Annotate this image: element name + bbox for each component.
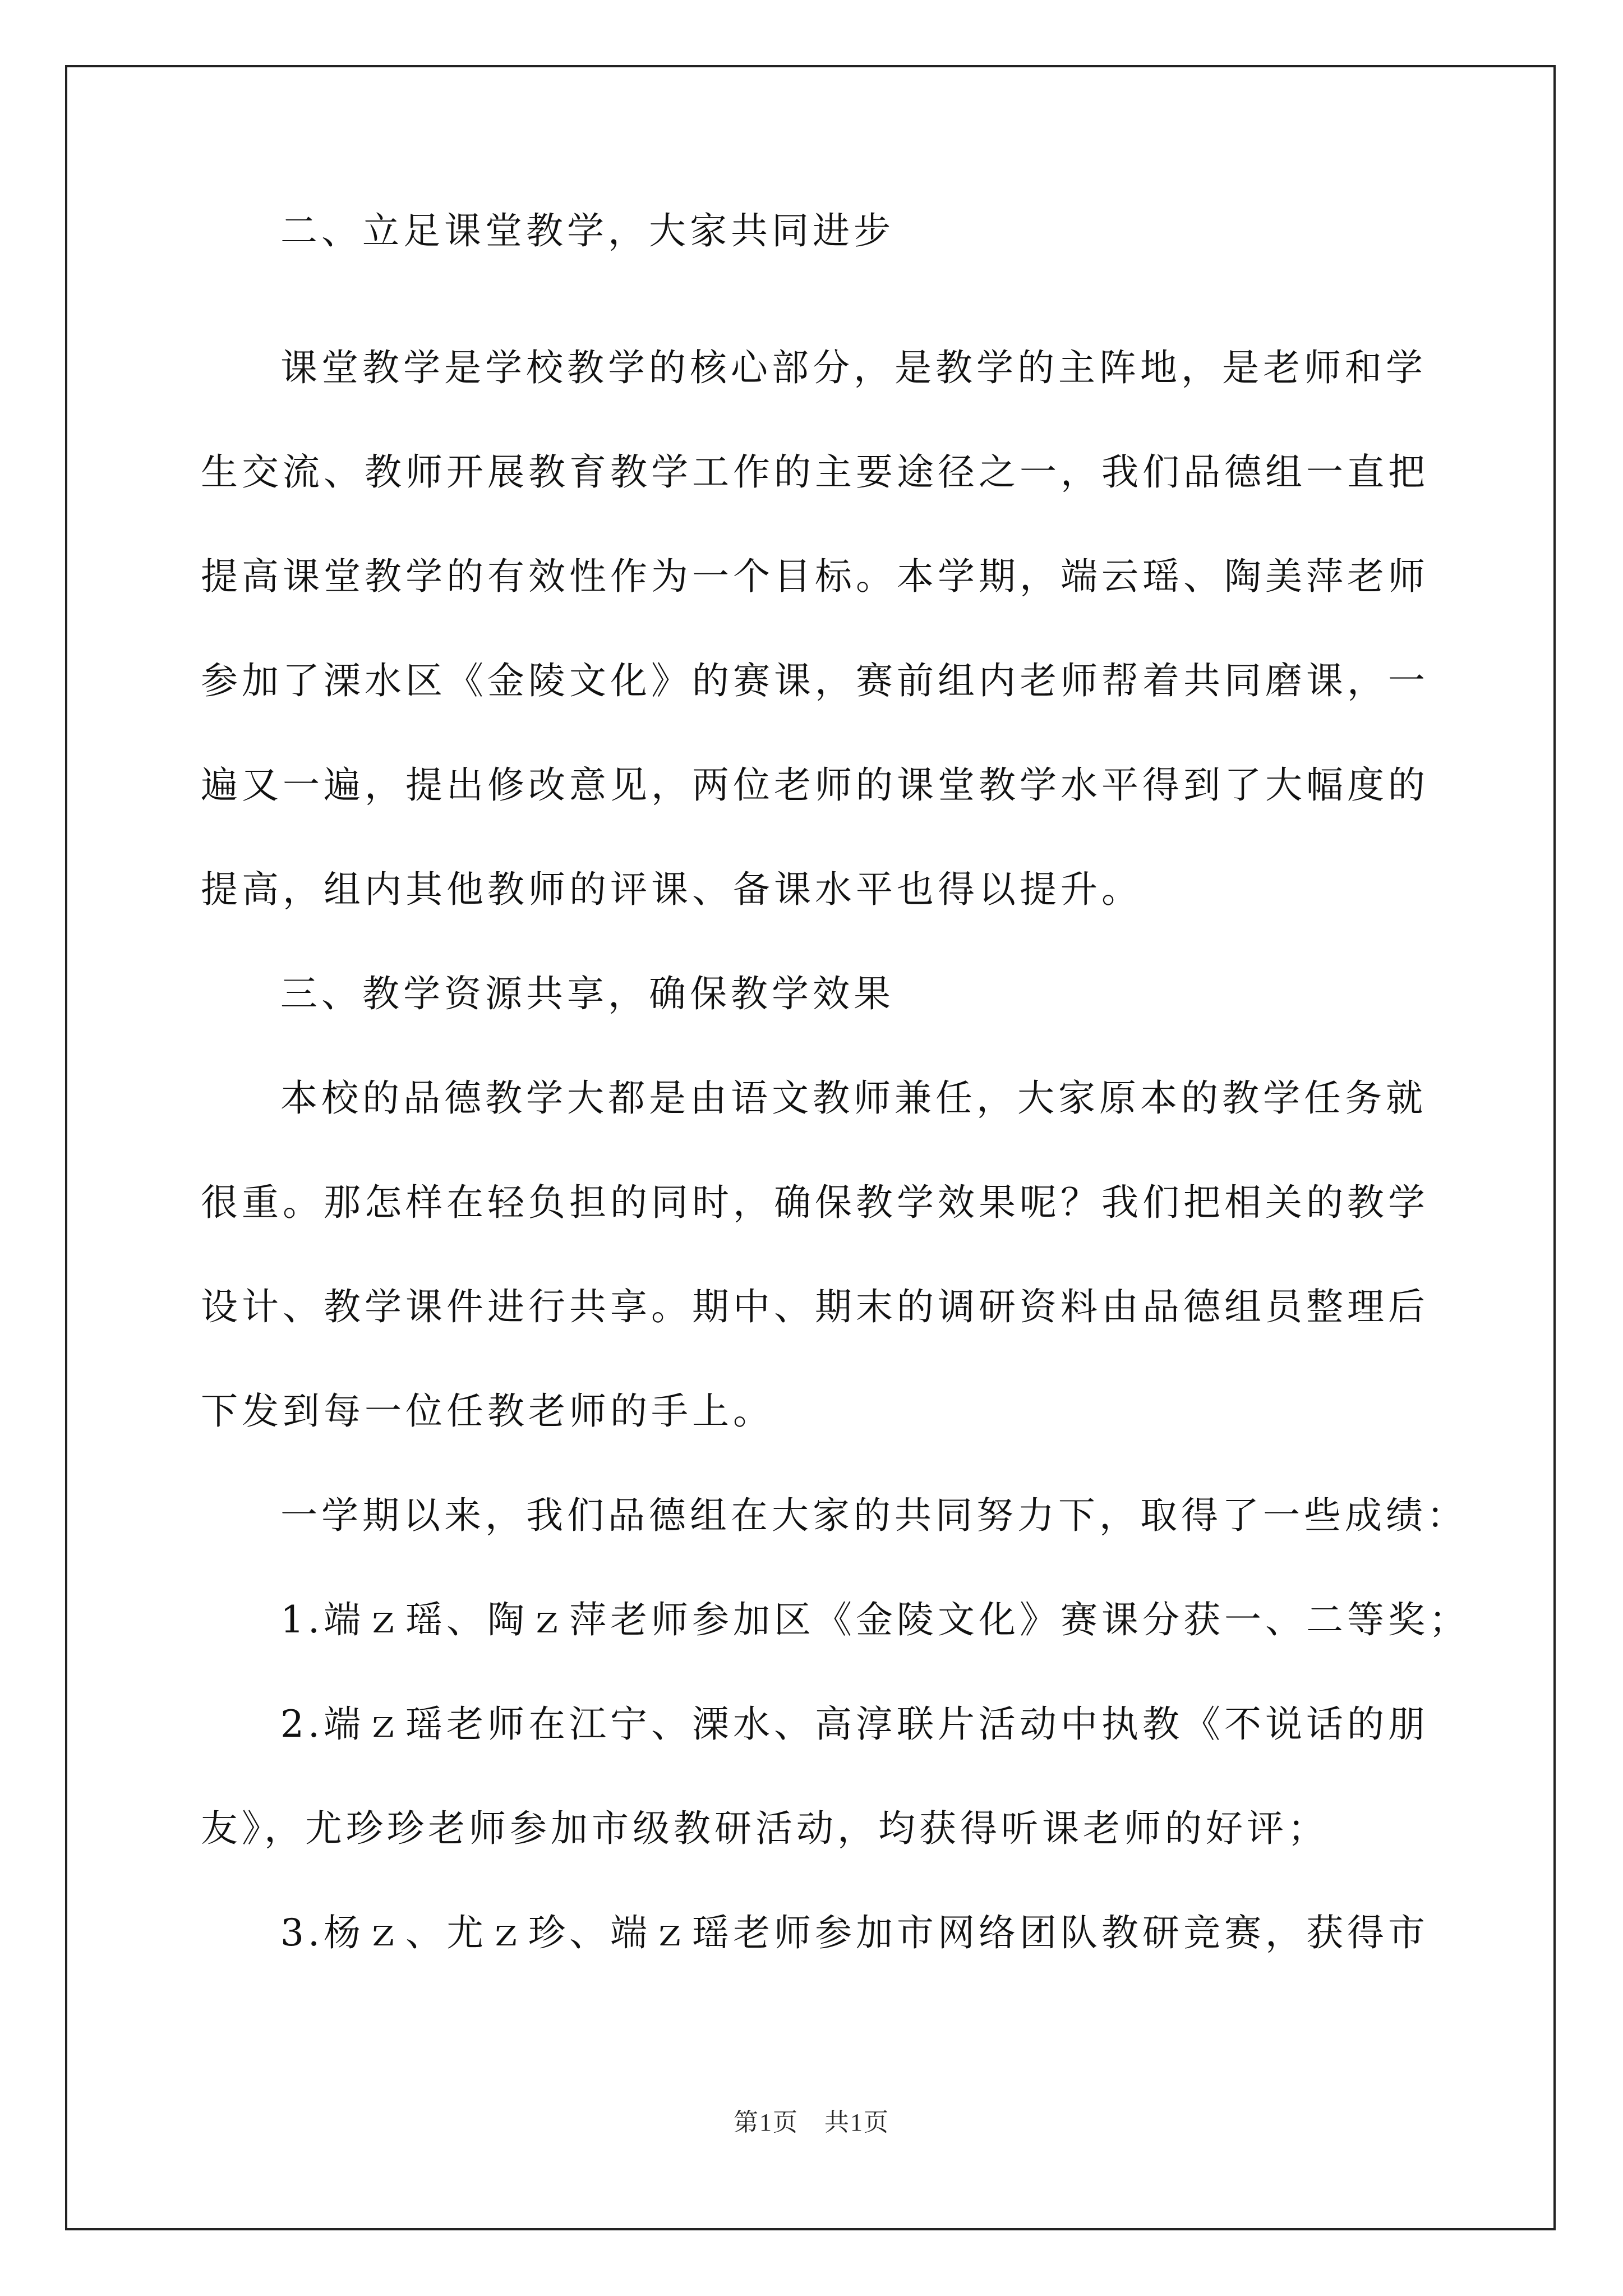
paragraph-line: 下发到每一位任教老师的手上。: [201, 1389, 774, 1433]
paragraph-line: 参加了溧水区《金陵文化》的赛课，赛前组内老师帮着共同磨课，一: [201, 659, 1429, 702]
paragraph-line: 提高，组内其他教师的评课、备课水平也得以提升。: [201, 868, 1142, 911]
list-item-3: 3.杨ｚ、尤ｚ珍、端ｚ瑶老师参加市网络团队教研竞赛，获得市: [280, 1911, 1429, 1954]
list-item-1: 1.端ｚ瑶、陶ｚ萍老师参加区《金陵文化》赛课分获一、二等奖；: [280, 1598, 1470, 1641]
paragraph-line: 提高课堂教学的有效性作为一个目标。本学期，端云瑶、陶美萍老师: [201, 555, 1429, 598]
paragraph-line: 本校的品德教学大都是由语文教师兼任，大家原本的教学任务就: [280, 1076, 1427, 1120]
list-item-2: 2.端ｚ瑶老师在江宁、溧水、高淳联片活动中执教《不说话的朋: [280, 1703, 1429, 1746]
paragraph-line: 遍又一遍，提出修改意见，两位老师的课堂教学水平得到了大幅度的: [201, 763, 1429, 807]
paragraph-line: 一学期以来，我们品德组在大家的共同努力下，取得了一些成绩：: [280, 1494, 1468, 1537]
paragraph-line: 课堂教学是学校教学的核心部分，是教学的主阵地，是老师和学: [280, 346, 1427, 389]
page-number: 第1页 共1页: [734, 2109, 889, 2136]
paragraph-line: 很重。那怎样在轻负担的同时，确保教学效果呢？我们把相关的教学: [201, 1181, 1429, 1224]
section-heading-3: 三、教学资源共享，确保教学效果: [280, 972, 895, 1015]
paragraph-line: 友》，尤珍珍老师参加市级教研活动，均获得听课老师的好评；: [201, 1807, 1329, 1850]
section-heading-2: 二、立足课堂教学，大家共同进步: [280, 209, 895, 252]
paragraph-line: 设计、教学课件进行共享。期中、期末的调研资料由品德组员整理后: [201, 1285, 1429, 1328]
paragraph-line: 生交流、教师开展教育教学工作的主要途径之一，我们品德组一直把: [201, 450, 1429, 494]
